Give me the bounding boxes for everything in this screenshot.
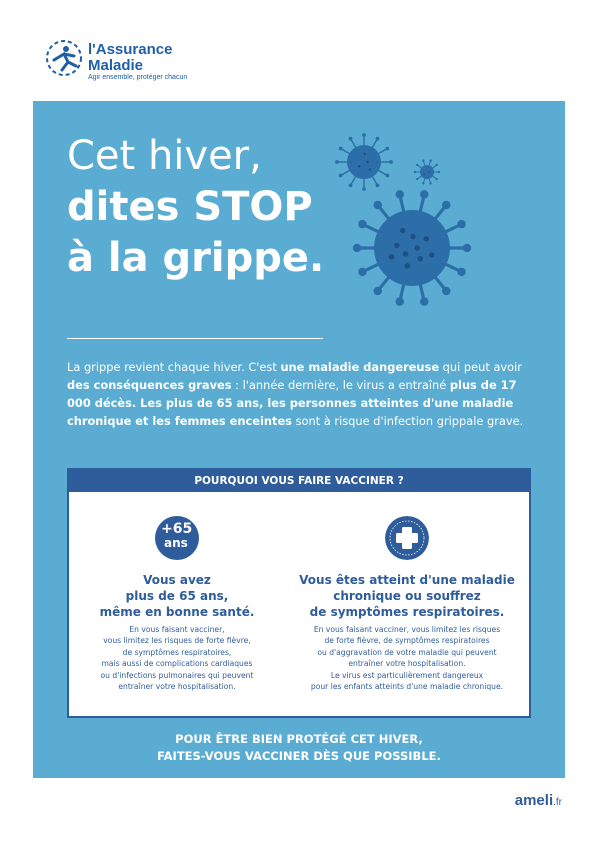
headline bbox=[67, 131, 324, 284]
brand-logo bbox=[44, 38, 214, 84]
headline-line3: à la grippe. bbox=[67, 235, 325, 281]
chronic-disease-text: En vous faisant vacciner, vous limitez les risques de forte fièvre, de symptômes respiratoires ou d'aggravation de votre maladie qui peuvent entraîner votre hospitalisation. Le virus est particulièrement dangereux pour les enfants atteints d'une maladie chronique. bbox=[310, 625, 504, 692]
why-vaccinate-box bbox=[67, 468, 531, 718]
virus-tiny-icon bbox=[413, 158, 441, 186]
poster-panel bbox=[33, 101, 565, 778]
headline-line1: Cet hiver, bbox=[67, 133, 262, 179]
intro-paragraph: La grippe revient chaque hiver. C'est une maladie dangereuse qui peut avoir des conséquences graves : l'année dernière, le virus a entraîné plus de 17 000 décès. Les plus de 65 ans, les personnes atteintes d'une maladie chronique et les femmes enceintes sont à risque d'infection grippale grave. bbox=[67, 360, 524, 428]
why-vaccinate-heading: POURQUOI VOUS FAIRE VACCINER ? bbox=[69, 470, 529, 492]
maladie-chronique-plus-icon bbox=[385, 516, 429, 560]
over-65-text: En vous faisant vacciner, vous limitez les risques de forte fièvre, de symptômes respiratoires, mais aussi de complications cardiaques ou d'infections pulmonaires qui peuvent entraîner votre hospitalisation. bbox=[100, 625, 254, 692]
assurance-maladie-logo-icon bbox=[44, 38, 84, 78]
virus-large-icon bbox=[351, 187, 473, 309]
virus-small-icon bbox=[333, 131, 395, 193]
brand-name: l'Assurance Maladie bbox=[88, 41, 173, 74]
plus-65-badge-icon: +65 ans bbox=[155, 516, 199, 560]
headline-line2: dites STOP bbox=[67, 184, 313, 230]
headline-divider bbox=[67, 338, 323, 339]
ameli-link[interactable]: ameli.fr bbox=[514, 792, 562, 809]
chronic-disease-title: Vous êtes atteint d'une maladie chronique ou souffrez de symptômes respiratoires. bbox=[299, 573, 515, 619]
brand-tagline: Agir ensemble, protéger chacun bbox=[88, 74, 188, 81]
call-to-action: POUR ÊTRE BIEN PROTÉGÉ CET HIVER, FAITES-VOUS VACCINER DÈS QUE POSSIBLE. bbox=[157, 732, 441, 763]
over-65-title: Vous avez plus de 65 ans, même en bonne santé. bbox=[99, 573, 255, 619]
